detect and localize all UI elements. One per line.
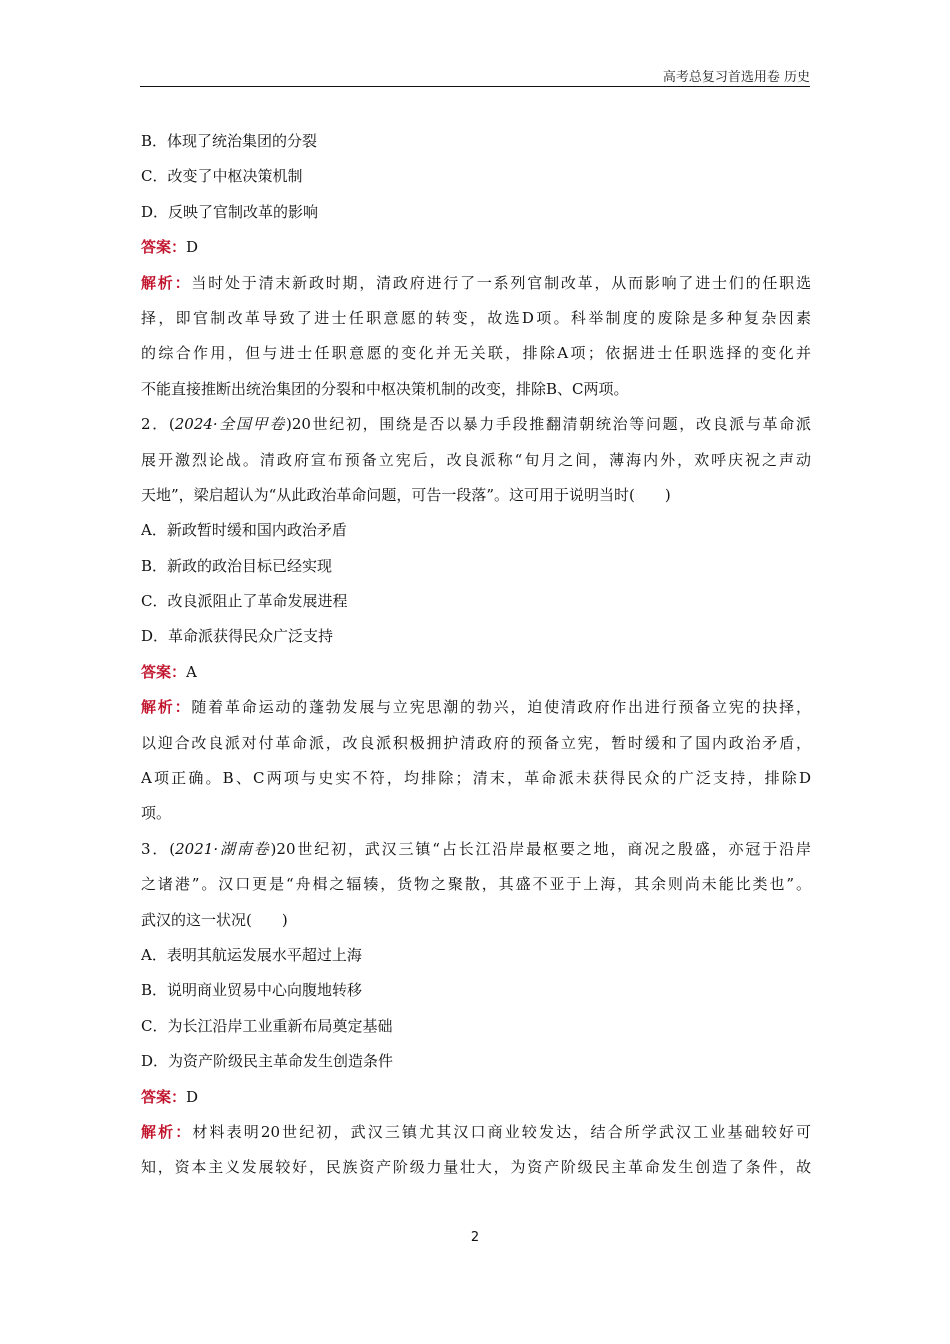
q2-stem-line-3: 天地”，梁启超认为“从此政治革命问题，可告一段落”。这可用于说明当时( )	[141, 485, 671, 504]
q1-option-b: B．体现了统治集团的分裂	[141, 132, 318, 150]
q1-analysis-line-1	[141, 266, 811, 301]
q1-analysis-line-2: 择，即官制改革导致了进士任职意愿的转变，故选D项。科举制度的废除是多种复杂因素	[141, 308, 811, 327]
q3-answer	[141, 1080, 811, 1115]
q3-source: 2021·湖南卷	[175, 839, 271, 858]
q2-stem-line-2: 展开激烈论战。清政府宣布预备立宪后，改良派称“旬月之间，薄海内外，欢呼庆祝之声动	[141, 450, 811, 469]
q3-number: 3．(	[141, 839, 176, 858]
q3-stem-line-3: 武汉的这一状况( )	[141, 910, 288, 929]
q3-option-d: D．为资产阶级民主革命发生创造条件	[141, 1052, 394, 1071]
q1-answer	[141, 230, 811, 265]
q3-analysis-label: 解析：	[141, 1122, 193, 1141]
q1-analysis-line-3: 的综合作用，但与进士任职意愿的变化并无关联，排除A项；依据进士任职选择的变化并	[141, 344, 811, 363]
q2-option-d: D．革命派获得民众广泛支持	[141, 627, 334, 646]
q3-stem-line-1	[141, 832, 811, 867]
q3-option-a: A．表明其航运发展水平超过上海	[141, 945, 362, 964]
q3-answer-value: D	[186, 1087, 199, 1106]
q2-answer-label: 答案：	[141, 662, 187, 681]
q3-analysis-line-2: 知，资本主义发展较好，民族资产阶级力量壮大，为资产阶级民主革命发生创造了条件，故	[141, 1158, 811, 1177]
q2-analysis-line-2: 以迎合改良派对付革命派，改良派积极拥护清政府的预备立宪，暂时缓和了国内政治矛盾，	[141, 733, 811, 752]
q3-analysis-text-1: 材料表明20世纪初，武汉三镇尤其汉口商业较发达，结合所学武汉工业基础较好可	[192, 1122, 811, 1141]
q3-option-b: B．说明商业贸易中心向腹地转移	[141, 981, 363, 1000]
q3-option-c: C．为长江沿岸工业重新布局奠定基础	[141, 1016, 393, 1035]
q2-analysis-line-4: 项。	[141, 804, 172, 823]
q1-answer-value: D	[186, 238, 199, 257]
q2-answer-value: A	[186, 662, 197, 681]
header-title: 高考总复习首选用卷 历史	[662, 70, 810, 85]
q1-analysis-line-4: 不能直接推断出统治集团的分裂和中枢决策机制的改变，排除B、C两项。	[141, 379, 629, 398]
q2-analysis-text-1: 随着革命运动的蓬勃发展与立宪思潮的勃兴，迫使清政府作出进行预备立宪的抉择，	[191, 698, 811, 717]
q2-stem-text-1: )20世纪初，围绕是否以暴力手段推翻清朝统治等问题，改良派与革命派	[286, 415, 811, 434]
q2-number: 2．(	[141, 415, 175, 434]
q2-option-b: B．新政的政治目标已经实现	[141, 556, 333, 575]
q3-stem-line-2: 之诸港”。汉口更是“舟楫之辐辏，货物之聚散，其盛不亚于上海，其余则尚未能比类也”。	[141, 875, 811, 894]
q2-answer	[141, 655, 811, 690]
q3-analysis-line-1	[141, 1115, 811, 1150]
q2-stem-line-1	[141, 407, 811, 442]
q3-stem-text-1: )20世纪初，武汉三镇“占长江沿岸最枢要之地，商况之殷盛，亦冠于沿岸	[270, 839, 811, 858]
q1-option-c: C．改变了中枢决策机制	[141, 167, 303, 186]
q1-analysis-text-1: 当时处于清末新政时期，清政府进行了一系列官制改革，从而影响了进士们的任职选	[191, 273, 811, 292]
q2-source: 2024·全国甲卷	[174, 415, 287, 434]
page-number: 2	[470, 1230, 480, 1245]
q1-answer-label: 答案：	[141, 238, 187, 257]
q3-answer-label: 答案：	[141, 1087, 187, 1106]
header-divider	[140, 86, 810, 87]
q1-option-d: D．反映了官制改革的影响	[141, 202, 319, 221]
q2-analysis-line-3: A项正确。B、C两项与史实不符，均排除；清末，革命派未获得民众的广泛支持，排除D	[141, 769, 811, 788]
q2-analysis-line-1	[141, 690, 811, 725]
q2-option-a: A．新政暂时缓和国内政治矛盾	[141, 521, 347, 540]
q1-analysis-label: 解析：	[141, 273, 192, 292]
q2-analysis-label: 解析：	[141, 698, 192, 717]
page-content	[141, 124, 811, 1186]
q2-option-c: C．改良派阻止了革命发展进程	[141, 592, 348, 611]
